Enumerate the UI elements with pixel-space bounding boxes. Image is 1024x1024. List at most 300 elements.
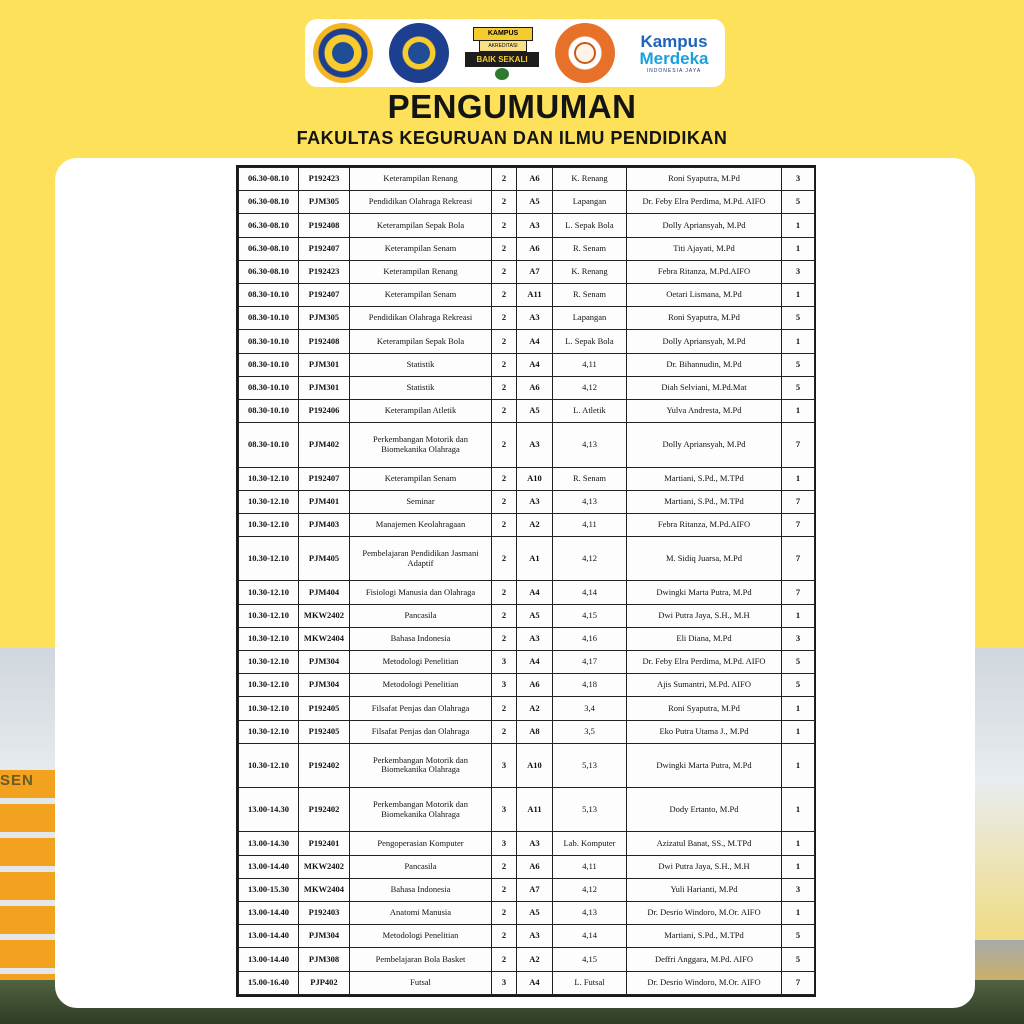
- course-code-cell: MKW2402: [299, 604, 350, 627]
- table-row: [239, 925, 815, 948]
- room-cell: 4,17: [553, 650, 627, 673]
- class-cell: A10: [517, 743, 553, 787]
- course-code-cell: MKW2404: [299, 627, 350, 650]
- room-cell: R. Senam: [553, 237, 627, 260]
- course-name-cell: Keterampilan Renang: [350, 168, 492, 191]
- course-name-cell: Pancasila: [350, 855, 492, 878]
- course-code-cell: P192423: [299, 260, 350, 283]
- class-cell: A7: [517, 878, 553, 901]
- table-row: [239, 674, 815, 697]
- lecturer-cell: Dwi Putra Jaya, S.H., M.H: [627, 604, 782, 627]
- credits-cell: 2: [492, 697, 517, 720]
- room-cell: 4,14: [553, 581, 627, 604]
- table-row: [239, 260, 815, 283]
- course-code-cell: P192402: [299, 788, 350, 832]
- table-row: [239, 214, 815, 237]
- room-cell: 4,18: [553, 674, 627, 697]
- time-cell: 10.30-12.10: [239, 720, 299, 743]
- room-cell: L. Atletik: [553, 400, 627, 423]
- course-code-cell: P192407: [299, 467, 350, 490]
- credits-cell: 2: [492, 330, 517, 353]
- lecturer-cell: Dody Ertanto, M.Pd: [627, 788, 782, 832]
- time-cell: 08.30-10.10: [239, 423, 299, 467]
- lecturer-cell: Roni Syaputra, M.Pd: [627, 697, 782, 720]
- time-cell: 13.00-14.30: [239, 788, 299, 832]
- course-code-cell: P192406: [299, 400, 350, 423]
- lecturer-cell: Martiani, S.Pd., M.TPd: [627, 925, 782, 948]
- room-cell: Lab. Komputer: [553, 832, 627, 855]
- semester-cell: 5: [782, 191, 815, 214]
- semester-cell: 1: [782, 467, 815, 490]
- lecturer-cell: Titi Ajayati, M.Pd: [627, 237, 782, 260]
- course-name-cell: Bahasa Indonesia: [350, 627, 492, 650]
- credits-cell: 3: [492, 788, 517, 832]
- semester-cell: 5: [782, 925, 815, 948]
- semester-cell: 5: [782, 674, 815, 697]
- class-cell: A6: [517, 168, 553, 191]
- table-row: [239, 832, 815, 855]
- time-cell: 10.30-12.10: [239, 697, 299, 720]
- time-cell: 06.30-08.10: [239, 168, 299, 191]
- course-name-cell: Futsal: [350, 971, 492, 994]
- lecturer-cell: Oetari Lismana, M.Pd: [627, 284, 782, 307]
- class-cell: A6: [517, 237, 553, 260]
- credits-cell: 2: [492, 878, 517, 901]
- semester-cell: 1: [782, 901, 815, 924]
- time-cell: 13.00-14.40: [239, 855, 299, 878]
- schedule-sheet: [236, 165, 816, 997]
- table-row: [239, 537, 815, 581]
- credits-cell: 2: [492, 604, 517, 627]
- semester-cell: 1: [782, 400, 815, 423]
- room-cell: Lapangan: [553, 307, 627, 330]
- room-cell: 4,16: [553, 627, 627, 650]
- semester-cell: 7: [782, 423, 815, 467]
- class-cell: A1: [517, 537, 553, 581]
- credits-cell: 3: [492, 650, 517, 673]
- class-cell: A6: [517, 855, 553, 878]
- time-cell: 13.00-14.40: [239, 948, 299, 971]
- course-name-cell: Pendidikan Olahraga Rekreasi: [350, 191, 492, 214]
- class-cell: A3: [517, 423, 553, 467]
- page-subtitle: FAKULTAS KEGURUAN DAN ILMU PENDIDIKAN: [296, 128, 728, 148]
- course-code-cell: P192405: [299, 720, 350, 743]
- course-code-cell: P192405: [299, 697, 350, 720]
- table-row: [239, 604, 815, 627]
- course-code-cell: PJM405: [299, 537, 350, 581]
- kampus-merdeka-line1: Kampus: [640, 31, 708, 51]
- lecturer-cell: Yuli Harianti, M.Pd: [627, 878, 782, 901]
- credits-cell: 2: [492, 260, 517, 283]
- credits-cell: 2: [492, 581, 517, 604]
- time-cell: 13.00-14.40: [239, 901, 299, 924]
- room-cell: K. Renang: [553, 260, 627, 283]
- time-cell: 13.00-14.30: [239, 832, 299, 855]
- course-code-cell: MKW2404: [299, 878, 350, 901]
- table-row: [239, 743, 815, 787]
- course-name-cell: Keterampilan Senam: [350, 467, 492, 490]
- room-cell: R. Senam: [553, 284, 627, 307]
- semester-cell: 1: [782, 214, 815, 237]
- room-cell: R. Senam: [553, 467, 627, 490]
- semester-cell: 5: [782, 948, 815, 971]
- lecturer-cell: Eli Diana, M.Pd: [627, 627, 782, 650]
- table-row: [239, 191, 815, 214]
- accreditation-badge-logo: [465, 25, 539, 81]
- logo-bar: [305, 19, 725, 87]
- room-cell: 4,13: [553, 901, 627, 924]
- accreditation-badge-ribbon: BAIK SEKALI: [465, 52, 539, 67]
- course-name-cell: Bahasa Indonesia: [350, 878, 492, 901]
- table-row: [239, 330, 815, 353]
- credits-cell: 2: [492, 400, 517, 423]
- course-code-cell: PJM304: [299, 650, 350, 673]
- class-cell: A3: [517, 214, 553, 237]
- lecturer-cell: Diah Selviani, M.Pd.Mat: [627, 376, 782, 399]
- course-code-cell: P192408: [299, 330, 350, 353]
- room-cell: 4,14: [553, 925, 627, 948]
- class-cell: A2: [517, 513, 553, 536]
- class-cell: A5: [517, 400, 553, 423]
- room-cell: 3,4: [553, 697, 627, 720]
- class-cell: A11: [517, 284, 553, 307]
- table-row: [239, 650, 815, 673]
- course-code-cell: PJM301: [299, 376, 350, 399]
- table-row: [239, 376, 815, 399]
- time-cell: 10.30-12.10: [239, 627, 299, 650]
- semester-cell: 1: [782, 720, 815, 743]
- course-name-cell: Fisiologi Manusia dan Olahraga: [350, 581, 492, 604]
- course-name-cell: Seminar: [350, 490, 492, 513]
- course-code-cell: PJM304: [299, 925, 350, 948]
- time-cell: 10.30-12.10: [239, 537, 299, 581]
- time-cell: 08.30-10.10: [239, 330, 299, 353]
- accreditation-badge-top: KAMPUS: [473, 27, 533, 41]
- lecturer-cell: Ajis Sumantri, M.Pd. AIFO: [627, 674, 782, 697]
- table-row: [239, 948, 815, 971]
- lecturer-cell: Martiani, S.Pd., M.TPd: [627, 467, 782, 490]
- class-cell: A5: [517, 191, 553, 214]
- time-cell: 08.30-10.10: [239, 284, 299, 307]
- semester-cell: 1: [782, 855, 815, 878]
- course-code-cell: PJM301: [299, 353, 350, 376]
- credits-cell: 2: [492, 237, 517, 260]
- room-cell: 4,11: [553, 513, 627, 536]
- credits-cell: 2: [492, 925, 517, 948]
- table-row: [239, 513, 815, 536]
- time-cell: 08.30-10.10: [239, 400, 299, 423]
- room-cell: 3,5: [553, 720, 627, 743]
- lecturer-cell: Dwingki Marta Putra, M.Pd: [627, 743, 782, 787]
- class-cell: A6: [517, 376, 553, 399]
- table-row: [239, 284, 815, 307]
- room-cell: 5,13: [553, 788, 627, 832]
- course-code-cell: PJM305: [299, 191, 350, 214]
- course-name-cell: Perkembangan Motorik dan Biomekanika Olahraga: [350, 423, 492, 467]
- lecturer-cell: Dolly Apriansyah, M.Pd: [627, 423, 782, 467]
- course-name-cell: Statistik: [350, 353, 492, 376]
- table-row: [239, 307, 815, 330]
- kampus-merdeka-line2: Merdeka: [639, 48, 709, 68]
- time-cell: 06.30-08.10: [239, 191, 299, 214]
- table-row: [239, 627, 815, 650]
- class-cell: A4: [517, 971, 553, 994]
- course-code-cell: P192407: [299, 237, 350, 260]
- semester-cell: 1: [782, 330, 815, 353]
- course-name-cell: Perkembangan Motorik dan Biomekanika Olahraga: [350, 743, 492, 787]
- course-code-cell: P192423: [299, 168, 350, 191]
- course-code-cell: PJM402: [299, 423, 350, 467]
- semester-cell: 7: [782, 537, 815, 581]
- course-name-cell: Keterampilan Sepak Bola: [350, 214, 492, 237]
- table-row: [239, 423, 815, 467]
- class-cell: A5: [517, 901, 553, 924]
- time-cell: 06.30-08.10: [239, 237, 299, 260]
- room-cell: 4,12: [553, 878, 627, 901]
- semester-cell: 7: [782, 971, 815, 994]
- class-cell: A3: [517, 925, 553, 948]
- semester-cell: 3: [782, 168, 815, 191]
- course-code-cell: PJM304: [299, 674, 350, 697]
- table-row: [239, 353, 815, 376]
- credits-cell: 3: [492, 971, 517, 994]
- room-cell: 4,15: [553, 604, 627, 627]
- semester-cell: 1: [782, 743, 815, 787]
- credits-cell: 2: [492, 901, 517, 924]
- time-cell: 10.30-12.10: [239, 490, 299, 513]
- credits-cell: 2: [492, 627, 517, 650]
- accreditation-star-icon: [495, 68, 509, 80]
- semester-cell: 7: [782, 490, 815, 513]
- course-code-cell: P192408: [299, 214, 350, 237]
- semester-cell: 1: [782, 604, 815, 627]
- lecturer-cell: Eko Putra Utama J., M.Pd: [627, 720, 782, 743]
- course-code-cell: P192401: [299, 832, 350, 855]
- table-row: [239, 237, 815, 260]
- room-cell: L. Sepak Bola: [553, 330, 627, 353]
- semester-cell: 1: [782, 284, 815, 307]
- credits-cell: 2: [492, 353, 517, 376]
- semester-cell: 5: [782, 353, 815, 376]
- time-cell: 13.00-15.30: [239, 878, 299, 901]
- course-name-cell: Keterampilan Renang: [350, 260, 492, 283]
- time-cell: 10.30-12.10: [239, 674, 299, 697]
- lecturer-cell: Dolly Apriansyah, M.Pd: [627, 330, 782, 353]
- class-cell: A6: [517, 674, 553, 697]
- class-cell: A7: [517, 260, 553, 283]
- lecturer-cell: Dwingki Marta Putra, M.Pd: [627, 581, 782, 604]
- course-name-cell: Metodologi Penelitian: [350, 674, 492, 697]
- course-name-cell: Filsafat Penjas dan Olahraga: [350, 720, 492, 743]
- course-name-cell: Perkembangan Motorik dan Biomekanika Olahraga: [350, 788, 492, 832]
- course-name-cell: Pancasila: [350, 604, 492, 627]
- class-cell: A3: [517, 490, 553, 513]
- table-row: [239, 855, 815, 878]
- semester-cell: 1: [782, 788, 815, 832]
- course-code-cell: PJM305: [299, 307, 350, 330]
- credits-cell: 2: [492, 191, 517, 214]
- semester-cell: 1: [782, 832, 815, 855]
- semester-cell: 7: [782, 581, 815, 604]
- lecturer-cell: Yulva Andresta, M.Pd: [627, 400, 782, 423]
- time-cell: 10.30-12.10: [239, 581, 299, 604]
- table-row: [239, 901, 815, 924]
- semester-cell: 5: [782, 650, 815, 673]
- course-code-cell: MKW2402: [299, 855, 350, 878]
- lecturer-cell: Roni Syaputra, M.Pd: [627, 168, 782, 191]
- table-row: [239, 971, 815, 994]
- lecturer-cell: Azizatul Banat, SS., M.TPd: [627, 832, 782, 855]
- time-cell: 10.30-12.10: [239, 467, 299, 490]
- class-cell: A3: [517, 307, 553, 330]
- credits-cell: 2: [492, 307, 517, 330]
- kampus-merdeka-line3: INDONESIA JAYA: [646, 67, 702, 74]
- course-name-cell: Filsafat Penjas dan Olahraga: [350, 697, 492, 720]
- credits-cell: 2: [492, 537, 517, 581]
- class-cell: A2: [517, 948, 553, 971]
- time-cell: 10.30-12.10: [239, 743, 299, 787]
- class-cell: A4: [517, 330, 553, 353]
- lecturer-cell: Dwi Putra Jaya, S.H., M.H: [627, 855, 782, 878]
- table-row: [239, 467, 815, 490]
- schedule-table: [238, 167, 815, 995]
- course-name-cell: Keterampilan Sepak Bola: [350, 330, 492, 353]
- credits-cell: 2: [492, 423, 517, 467]
- background-sign: SEN: [0, 772, 34, 789]
- credits-cell: 2: [492, 376, 517, 399]
- credits-cell: 2: [492, 168, 517, 191]
- room-cell: 4,12: [553, 537, 627, 581]
- page-title: PENGUMUMAN: [387, 88, 637, 125]
- room-cell: 5,13: [553, 743, 627, 787]
- room-cell: L. Futsal: [553, 971, 627, 994]
- room-cell: K. Renang: [553, 168, 627, 191]
- table-row: [239, 581, 815, 604]
- course-name-cell: Statistik: [350, 376, 492, 399]
- credits-cell: 3: [492, 832, 517, 855]
- table-row: [239, 168, 815, 191]
- lecturer-cell: Dr. Desrio Windoro, M.Or. AIFO: [627, 901, 782, 924]
- room-cell: 4,11: [553, 855, 627, 878]
- time-cell: 06.30-08.10: [239, 260, 299, 283]
- class-cell: A4: [517, 650, 553, 673]
- course-code-cell: PJP402: [299, 971, 350, 994]
- course-code-cell: PJM404: [299, 581, 350, 604]
- class-cell: A10: [517, 467, 553, 490]
- table-row: [239, 878, 815, 901]
- semester-cell: 5: [782, 307, 815, 330]
- course-name-cell: Keterampilan Senam: [350, 237, 492, 260]
- lecturer-cell: Martiani, S.Pd., M.TPd: [627, 490, 782, 513]
- course-name-cell: Manajemen Keolahragaan: [350, 513, 492, 536]
- table-row: [239, 400, 815, 423]
- class-cell: A8: [517, 720, 553, 743]
- schedule-table-body: [239, 168, 815, 995]
- course-code-cell: PJM401: [299, 490, 350, 513]
- lecturer-cell: M. Sidiq Juarsa, M.Pd: [627, 537, 782, 581]
- lecturer-cell: Deffri Anggara, M.Pd. AIFO: [627, 948, 782, 971]
- credits-cell: 2: [492, 720, 517, 743]
- accreditation-badge-middle: AKREDITASI: [479, 40, 527, 52]
- lecturer-cell: Dolly Apriansyah, M.Pd: [627, 214, 782, 237]
- time-cell: 10.30-12.10: [239, 513, 299, 536]
- lecturer-cell: Dr. Feby Elra Perdima, M.Pd. AIFO: [627, 191, 782, 214]
- course-code-cell: P192407: [299, 284, 350, 307]
- class-cell: A2: [517, 697, 553, 720]
- semester-cell: 1: [782, 237, 815, 260]
- lecturer-cell: Dr. Feby Elra Perdima, M.Pd. AIFO: [627, 650, 782, 673]
- semester-cell: 3: [782, 260, 815, 283]
- room-cell: 4,12: [553, 376, 627, 399]
- lecturer-cell: Roni Syaputra, M.Pd: [627, 307, 782, 330]
- room-cell: 4,11: [553, 353, 627, 376]
- credits-cell: 3: [492, 674, 517, 697]
- semester-cell: 3: [782, 878, 815, 901]
- time-cell: 10.30-12.10: [239, 650, 299, 673]
- room-cell: 4,13: [553, 423, 627, 467]
- lecturer-cell: Febra Ritanza, M.Pd.AIFO: [627, 513, 782, 536]
- lecturer-cell: Dr. Bihannudin, M.Pd: [627, 353, 782, 376]
- table-row: [239, 697, 815, 720]
- course-code-cell: P192402: [299, 743, 350, 787]
- faculty-seal-logo: [389, 23, 449, 83]
- class-cell: A4: [517, 353, 553, 376]
- table-row: [239, 490, 815, 513]
- time-cell: 10.30-12.10: [239, 604, 299, 627]
- room-cell: Lapangan: [553, 191, 627, 214]
- course-name-cell: Metodologi Penelitian: [350, 650, 492, 673]
- time-cell: 08.30-10.10: [239, 307, 299, 330]
- time-cell: 08.30-10.10: [239, 376, 299, 399]
- table-row: [239, 720, 815, 743]
- semester-cell: 3: [782, 627, 815, 650]
- course-code-cell: P192403: [299, 901, 350, 924]
- semester-cell: 5: [782, 376, 815, 399]
- credits-cell: 2: [492, 513, 517, 536]
- course-code-cell: PJM308: [299, 948, 350, 971]
- room-cell: 4,15: [553, 948, 627, 971]
- semester-cell: 1: [782, 697, 815, 720]
- time-cell: 06.30-08.10: [239, 214, 299, 237]
- time-cell: 08.30-10.10: [239, 353, 299, 376]
- course-name-cell: Pembelajaran Bola Basket: [350, 948, 492, 971]
- class-cell: A4: [517, 581, 553, 604]
- time-cell: 15.00-16.40: [239, 971, 299, 994]
- credits-cell: 2: [492, 490, 517, 513]
- credits-cell: 2: [492, 948, 517, 971]
- course-code-cell: PJM403: [299, 513, 350, 536]
- kampus-merdeka-logo: [631, 33, 717, 74]
- time-cell: 13.00-14.40: [239, 925, 299, 948]
- class-cell: A5: [517, 604, 553, 627]
- lecturer-cell: Febra Ritanza, M.Pd.AIFO: [627, 260, 782, 283]
- lecturer-cell: Dr. Desrio Windoro, M.Or. AIFO: [627, 971, 782, 994]
- room-cell: 4,13: [553, 490, 627, 513]
- credits-cell: 3: [492, 743, 517, 787]
- room-cell: L. Sepak Bola: [553, 214, 627, 237]
- course-name-cell: Pembelajaran Pendidikan Jasmani Adaptif: [350, 537, 492, 581]
- course-name-cell: Anatomi Manusia: [350, 901, 492, 924]
- class-cell: A11: [517, 788, 553, 832]
- course-name-cell: Metodologi Penelitian: [350, 925, 492, 948]
- class-cell: A3: [517, 832, 553, 855]
- credits-cell: 2: [492, 284, 517, 307]
- course-name-cell: Pendidikan Olahraga Rekreasi: [350, 307, 492, 330]
- course-name-cell: Keterampilan Senam: [350, 284, 492, 307]
- credits-cell: 2: [492, 214, 517, 237]
- ranking-seal-logo: [555, 23, 615, 83]
- course-name-cell: Pengoperasian Komputer: [350, 832, 492, 855]
